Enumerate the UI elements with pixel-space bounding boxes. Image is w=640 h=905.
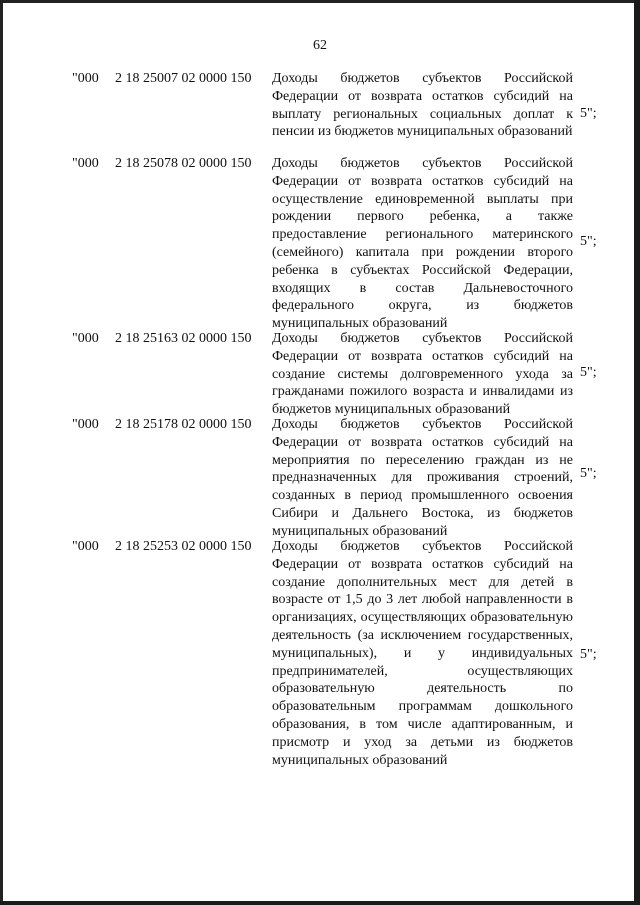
entry-prefix: "000 (72, 417, 99, 432)
entry-description: Доходы бюджетов субъектов Российской Федерации от возврата остатков субсидий на создание дополнительных мест для детей в возрасте от 1,5 до 3 лет любой направленности в организациях, осуществляющих образовательную деятельность (за исключением государственных, муниципальных), и у индивидуальных предпринимателей, осуществляющих образовательную деятельность по образовательным программам дошкольного образования, в том числе адаптированным, и присмотр и уход за детьми из бюджетов муниципальных образований (272, 539, 573, 768)
entry-prefix: "000 (72, 331, 99, 346)
entry-prefix: "000 (72, 539, 99, 554)
scan-border-left (0, 0, 3, 905)
budget-classification-code: 2 18 25178 02 0000 150 (115, 417, 252, 432)
page-number: 62 (313, 38, 327, 53)
entry-suffix: 5"; (580, 466, 597, 481)
scan-border-right (634, 0, 640, 905)
entry-suffix: 5"; (580, 365, 597, 380)
entry-suffix: 5"; (580, 234, 597, 249)
budget-classification-code: 2 18 25007 02 0000 150 (115, 71, 252, 86)
budget-classification-code: 2 18 25078 02 0000 150 (115, 156, 252, 171)
scan-border-top (0, 0, 640, 3)
entry-suffix: 5"; (580, 647, 597, 662)
entry-description: Доходы бюджетов субъектов Российской Федерации от возврата остатков субсидий на мероприятия по переселению граждан из не предназначенных для проживания строений, созданных в период промышленного освоения Сибири и Дальнего Востока, из бюджетов муниципальных образований (272, 417, 573, 539)
entry-prefix: "000 (72, 156, 99, 171)
entry-prefix: "000 (72, 71, 99, 86)
entry-description: Доходы бюджетов субъектов Российской Федерации от возврата остатков субсидий на осуществление единовременной выплаты при рождении первого ребенка, а также предоставление регионального материнского (семейного) капитала при рождении второго ребенка в субъектах Российской Федерации, входящих в состав Дальневосточного федерального округа, из бюджетов муниципальных образований (272, 156, 573, 332)
entry-description: Доходы бюджетов субъектов Российской Федерации от возврата остатков субсидий на выплату региональных социальных доплат к пенсии из бюджетов муниципальных образований (272, 71, 573, 140)
budget-classification-code: 2 18 25253 02 0000 150 (115, 539, 252, 554)
entry-suffix: 5"; (580, 106, 597, 121)
budget-classification-code: 2 18 25163 02 0000 150 (115, 331, 252, 346)
entry-description: Доходы бюджетов субъектов Российской Федерации от возврата остатков субсидий на создание системы долговременного ухода за гражданами пожилого возраста и инвалидами из бюджетов муниципальных образований (272, 331, 573, 418)
scan-border-bottom (0, 901, 640, 905)
